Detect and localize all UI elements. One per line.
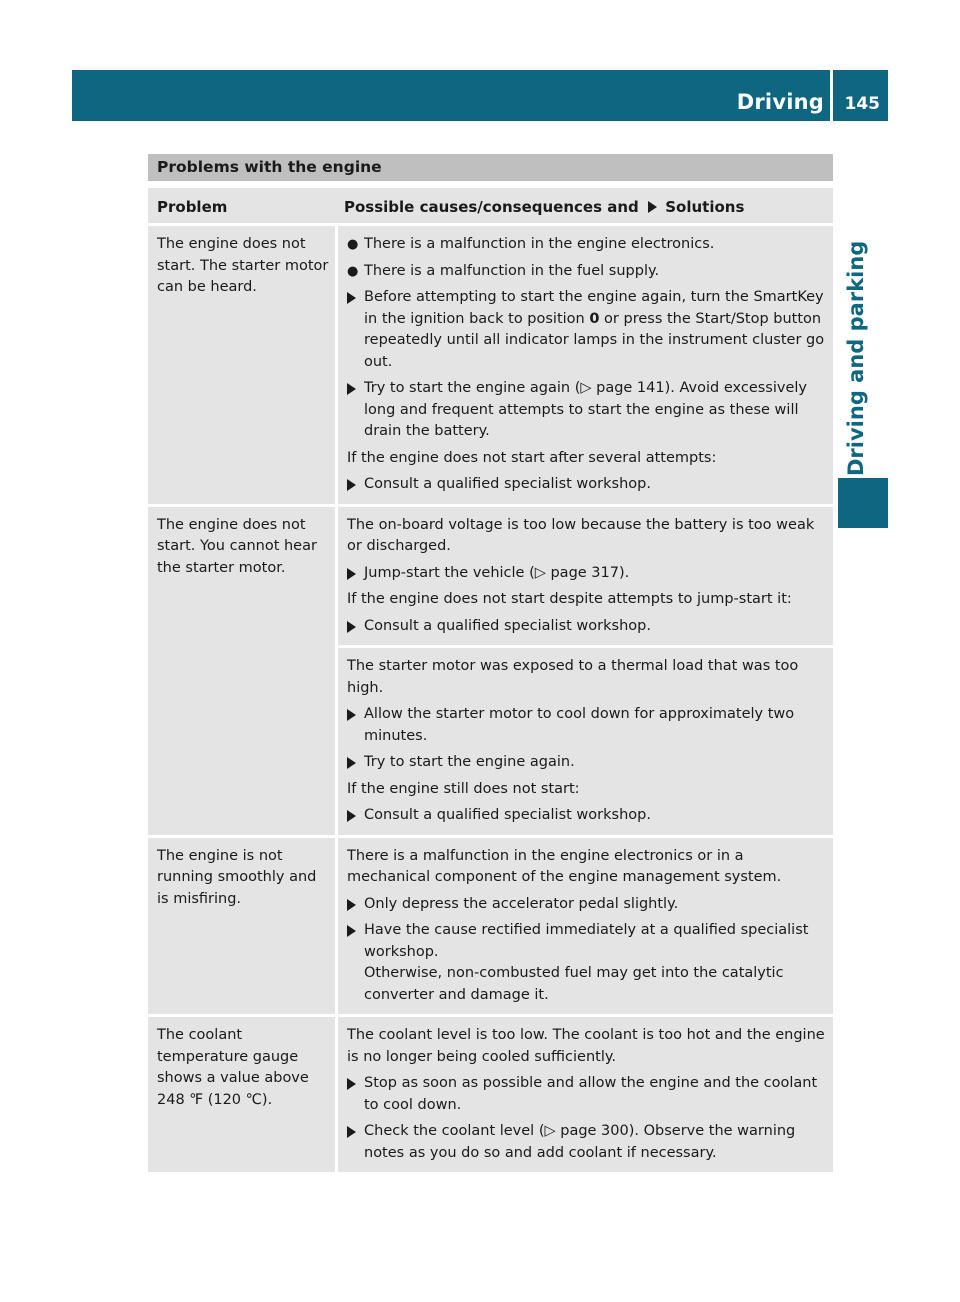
paragraph: If the engine does not start despite attempts to jump-start it: (347, 591, 792, 607)
arrow-right-icon (347, 292, 356, 304)
bullet-icon: ● (347, 263, 359, 279)
arrow-right-icon (347, 757, 356, 769)
arrow-right-icon (648, 201, 657, 213)
table-row (148, 507, 833, 835)
header-solutions (335, 188, 833, 223)
solution-cell (338, 1017, 833, 1172)
list-item: Consult a qualified specialist workshop. (347, 805, 827, 827)
problem-cell: The engine does not start. The starter motor can be heard. (148, 226, 335, 504)
table-row (148, 838, 833, 1015)
list-item: Stop as soon as possible and allow the engine and the coolant to cool down. (347, 1073, 827, 1116)
bullet-icon: ● (347, 237, 359, 252)
list-item: Only depress the accelerator pedal slightly. (347, 894, 827, 916)
solution-cell (338, 838, 833, 1015)
arrow-right-icon (347, 1126, 356, 1138)
note-text: Otherwise, non-combusted fuel may get into the catalytic converter and damage it. (364, 965, 784, 1003)
paragraph: There is a malfunction in the engine electronics or in a mechanical component of the engine management system. (347, 847, 782, 885)
list-item: Have the cause rectified immediately at a qualified specialist workshop. Otherwise, non-combusted fuel may get into the catalytic converter and damage it. (347, 920, 827, 1006)
solution-cell (338, 648, 833, 835)
paragraph: The on-board voltage is too low because the battery is too weak or discharged. (347, 516, 815, 554)
arrow-right-icon (347, 1078, 356, 1090)
list-item: Before attempting to start the engine again, turn the SmartKey in the ignition back to position 0 or press the Start/Stop button repeatedly until all indicator lamps in the instrument cluster go out. (347, 287, 827, 373)
list-item: Try to start the engine again (▷ page 141). Avoid excessively long and frequent attempts to start the engine as these will drain the battery. (347, 378, 827, 443)
problem-cell: The engine is not running smoothly and is misfiring. (148, 838, 335, 1015)
list-item: ● There is a malfunction in the fuel supply. (347, 261, 827, 283)
arrow-right-icon (347, 709, 356, 721)
header-title: Driving (736, 90, 824, 114)
list-item: Jump-start the vehicle (▷ page 317). (347, 563, 827, 585)
header-divider (830, 70, 833, 121)
paragraph: If the engine does not start after several attempts: (347, 449, 717, 466)
list-item: Consult a qualified specialist workshop. (347, 474, 827, 496)
section-title: Problems with the engine (148, 154, 833, 181)
arrow-right-icon (347, 479, 356, 491)
list-item: Consult a qualified specialist workshop. (347, 616, 827, 638)
problems-table (148, 188, 833, 1172)
page-number: 145 (844, 94, 880, 114)
solution-cell (338, 226, 833, 504)
arrow-right-icon (347, 899, 356, 911)
list-item: Check the coolant level (▷ page 300). Observe the warning notes as you do so and add coolant if necessary. (347, 1121, 827, 1164)
paragraph: If the engine still does not start: (347, 780, 580, 797)
header-solutions-label: Possible causes/consequences and (344, 198, 639, 216)
table-header (148, 188, 833, 223)
problem-cell: The coolant temperature gauge shows a value above 248 ℉ (120 ℃). (148, 1017, 335, 1172)
solution-cell (338, 507, 833, 646)
side-tab-label: Driving and parking (844, 240, 868, 476)
arrow-right-icon (347, 383, 356, 395)
header-problem: Problem (157, 198, 228, 216)
arrow-right-icon (347, 810, 356, 822)
side-tab-marker (838, 478, 888, 528)
table-row (148, 1017, 833, 1172)
list-item: Try to start the engine again. (347, 752, 827, 774)
paragraph: The starter motor was exposed to a thermal load that was too high. (347, 658, 799, 696)
problem-cell: The engine does not start. You cannot hear the starter motor. (148, 507, 335, 835)
table-row (148, 226, 833, 504)
paragraph: The coolant level is too low. The coolant is too hot and the engine is no longer being cooled sufficiently. (347, 1027, 825, 1065)
arrow-right-icon (347, 925, 356, 937)
list-item: ● There is a malfunction in the engine electronics. (347, 234, 827, 256)
list-item: Allow the starter motor to cool down for approximately two minutes. (347, 704, 827, 747)
page-header (72, 70, 888, 121)
arrow-right-icon (347, 568, 356, 580)
header-solutions-suffix: Solutions (665, 198, 745, 216)
arrow-right-icon (347, 621, 356, 633)
